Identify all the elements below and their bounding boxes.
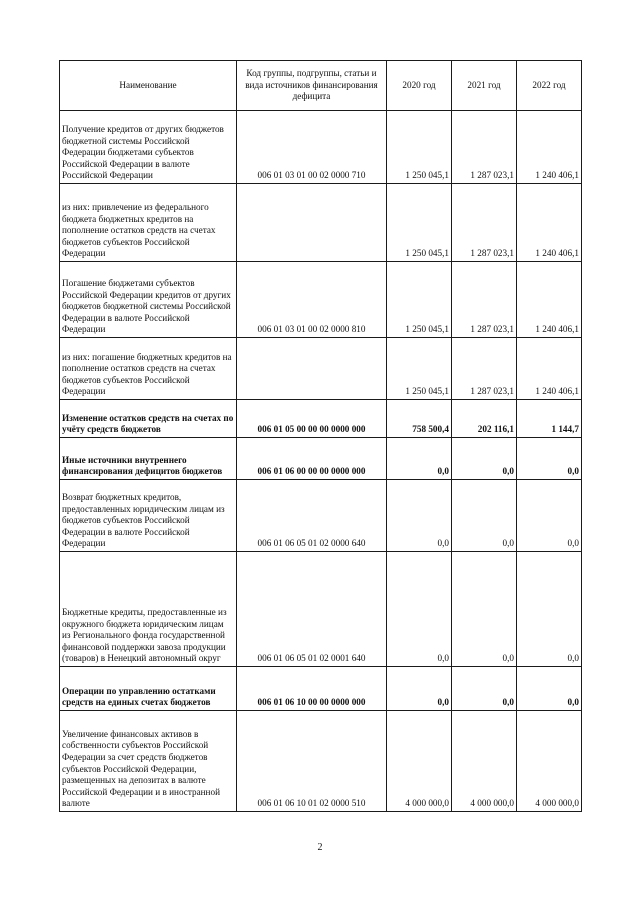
row-code: 006 01 03 01 00 02 0000 710 <box>237 111 387 184</box>
row-code: 006 01 03 01 00 02 0000 810 <box>237 262 387 338</box>
row-value-2021: 202 116,1 <box>452 400 517 438</box>
row-value-2021: 1 287 023,1 <box>452 111 517 184</box>
row-value-2020: 1 250 045,1 <box>387 338 452 400</box>
row-code: 006 01 05 00 00 00 0000 000 <box>237 400 387 438</box>
row-name: Изменение остатков средств на счетах по учёту средств бюджетов <box>60 400 237 438</box>
row-name: Возврат бюджетных кредитов, предоставленных юридическим лицам из бюджетов субъектов Российской Федерации в валюте Российской Федерации <box>60 480 237 552</box>
row-value-2020: 1 250 045,1 <box>387 184 452 262</box>
table-row <box>60 480 582 552</box>
row-value-2020: 1 250 045,1 <box>387 111 452 184</box>
row-name: Увеличение финансовых активов в собственности субъектов Российской Федерации за счет средств бюджетов субъектов Российской Федерации, размещенных на депозитах в валюте Российской Федерации и в иностранной валюте <box>60 711 237 812</box>
row-name: Иные источники внутреннего финансирования дефицитов бюджетов <box>60 438 237 480</box>
header-2022: 2022 год <box>517 61 582 111</box>
table-row <box>60 552 582 667</box>
row-value-2022: 1 240 406,1 <box>517 338 582 400</box>
row-code <box>237 184 387 262</box>
row-code: 006 01 06 00 00 00 0000 000 <box>237 438 387 480</box>
row-value-2020: 0,0 <box>387 438 452 480</box>
row-value-2020: 4 000 000,0 <box>387 711 452 812</box>
table-row <box>60 400 582 438</box>
table-row <box>60 262 582 338</box>
table-row <box>60 184 582 262</box>
row-code: 006 01 06 10 00 00 0000 000 <box>237 667 387 711</box>
row-name: из них: привлечение из федерального бюджета бюджетных кредитов на пополнение остатков средств на счетах бюджетов субъектов Российской Федерации <box>60 184 237 262</box>
row-value-2020: 0,0 <box>387 552 452 667</box>
row-value-2021: 4 000 000,0 <box>452 711 517 812</box>
row-value-2021: 1 287 023,1 <box>452 262 517 338</box>
row-name: Получение кредитов от других бюджетов бюджетной системы Российской Федерации бюджетами субъектов Российской Федерации в валюте Российской Федерации <box>60 111 237 184</box>
row-value-2021: 0,0 <box>452 667 517 711</box>
row-code: 006 01 06 05 01 02 0001 640 <box>237 552 387 667</box>
row-name: Бюджетные кредиты, предоставленные из окружного бюджета юридическим лицам из Регионального фонда государственной финансовой поддержки завоза продукции (товаров) в Ненецкий автономный округ <box>60 552 237 667</box>
row-value-2022: 1 240 406,1 <box>517 262 582 338</box>
page-number: 2 <box>317 842 323 853</box>
row-code <box>237 338 387 400</box>
row-name: Погашение бюджетами субъектов Российской Федерации кредитов от других бюджетов бюджетной системы Российской Федерации в валюте Российской Федерации <box>60 262 237 338</box>
row-value-2020: 758 500,4 <box>387 400 452 438</box>
header-name: Наименование <box>60 61 237 111</box>
row-value-2022: 1 240 406,1 <box>517 111 582 184</box>
table-row <box>60 111 582 184</box>
table-row <box>60 338 582 400</box>
table-row <box>60 667 582 711</box>
header-2021: 2021 год <box>452 61 517 111</box>
row-value-2022: 1 240 406,1 <box>517 184 582 262</box>
row-value-2022: 0,0 <box>517 667 582 711</box>
row-value-2021: 0,0 <box>452 438 517 480</box>
row-code: 006 01 06 10 01 02 0000 510 <box>237 711 387 812</box>
row-value-2021: 0,0 <box>452 480 517 552</box>
row-value-2022: 0,0 <box>517 552 582 667</box>
budget-sources-table <box>59 60 582 812</box>
row-name: из них: погашение бюджетных кредитов на пополнение остатков средств на счетах бюджетов субъектов Российской Федерации <box>60 338 237 400</box>
header-2020: 2020 год <box>387 61 452 111</box>
row-value-2020: 1 250 045,1 <box>387 262 452 338</box>
row-value-2022: 0,0 <box>517 480 582 552</box>
row-value-2022: 4 000 000,0 <box>517 711 582 812</box>
row-value-2020: 0,0 <box>387 480 452 552</box>
row-value-2021: 1 287 023,1 <box>452 338 517 400</box>
row-value-2021: 1 287 023,1 <box>452 184 517 262</box>
row-code: 006 01 06 05 01 02 0000 640 <box>237 480 387 552</box>
table-row <box>60 438 582 480</box>
table-header-row <box>60 61 582 111</box>
table-row <box>60 711 582 812</box>
row-name: Операции по управлению остатками средств на единых счетах бюджетов <box>60 667 237 711</box>
header-code: Код группы, подгруппы, статьи и вида источников финансирования дефицита <box>237 61 387 111</box>
row-value-2022: 0,0 <box>517 438 582 480</box>
row-value-2021: 0,0 <box>452 552 517 667</box>
row-value-2022: 1 144,7 <box>517 400 582 438</box>
row-value-2020: 0,0 <box>387 667 452 711</box>
